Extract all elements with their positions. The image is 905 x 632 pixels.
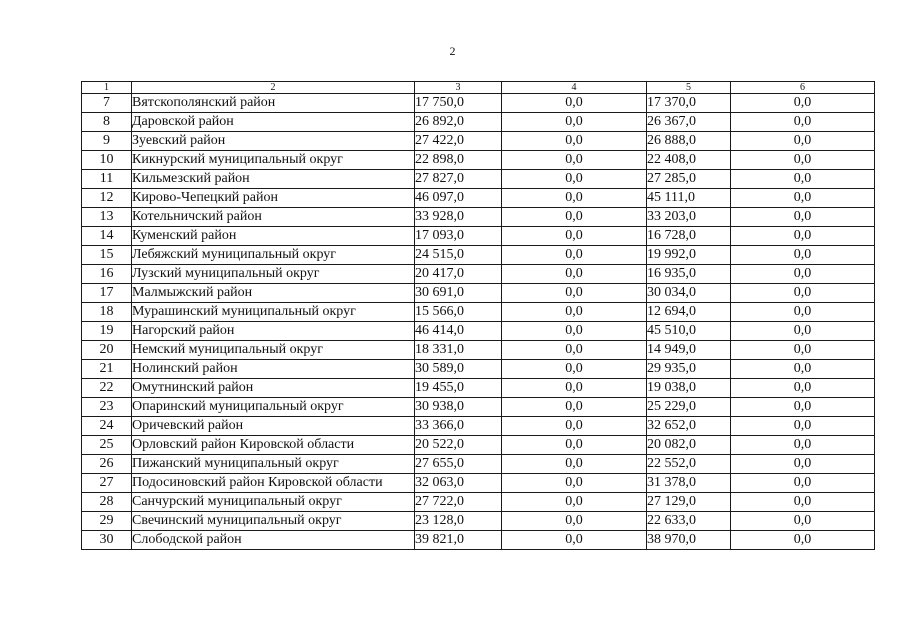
value-col4-cell: 0,0 <box>502 341 647 360</box>
table-row <box>82 360 875 379</box>
district-name-cell: Подосиновский район Кировской области <box>132 474 415 493</box>
table-row <box>82 189 875 208</box>
row-index-cell: 13 <box>82 208 132 227</box>
value-col4-cell: 0,0 <box>502 379 647 398</box>
table-row <box>82 132 875 151</box>
value-col5-cell: 32 652,0 <box>647 417 731 436</box>
value-col5-cell: 45 111,0 <box>647 189 731 208</box>
column-number: 2 <box>132 82 415 94</box>
district-name-cell: Санчурский муниципальный округ <box>132 493 415 512</box>
district-name-cell: Кирово-Чепецкий район <box>132 189 415 208</box>
value-col3-cell: 15 566,0 <box>415 303 502 322</box>
value-col4-cell: 0,0 <box>502 360 647 379</box>
row-index-cell: 11 <box>82 170 132 189</box>
district-name-cell: Котельничский район <box>132 208 415 227</box>
value-col6-cell: 0,0 <box>731 512 875 531</box>
value-col3-cell: 27 827,0 <box>415 170 502 189</box>
value-col6-cell: 0,0 <box>731 94 875 113</box>
value-col4-cell: 0,0 <box>502 493 647 512</box>
value-col3-cell: 20 417,0 <box>415 265 502 284</box>
value-col6-cell: 0,0 <box>731 151 875 170</box>
table-row <box>82 284 875 303</box>
value-col4-cell: 0,0 <box>502 94 647 113</box>
row-index-cell: 28 <box>82 493 132 512</box>
value-col6-cell: 0,0 <box>731 379 875 398</box>
table-row <box>82 94 875 113</box>
value-col5-cell: 33 203,0 <box>647 208 731 227</box>
value-col3-cell: 30 938,0 <box>415 398 502 417</box>
value-col3-cell: 27 422,0 <box>415 132 502 151</box>
value-col5-cell: 14 949,0 <box>647 341 731 360</box>
value-col3-cell: 46 097,0 <box>415 189 502 208</box>
value-col6-cell: 0,0 <box>731 436 875 455</box>
district-name-cell: Мурашинский муниципальный округ <box>132 303 415 322</box>
district-name-cell: Оричевский район <box>132 417 415 436</box>
value-col3-cell: 18 331,0 <box>415 341 502 360</box>
table-row <box>82 398 875 417</box>
value-col6-cell: 0,0 <box>731 360 875 379</box>
row-index-cell: 24 <box>82 417 132 436</box>
district-name-cell: Нолинский район <box>132 360 415 379</box>
district-name-cell: Лузский муниципальный округ <box>132 265 415 284</box>
table-row <box>82 227 875 246</box>
value-col3-cell: 27 722,0 <box>415 493 502 512</box>
district-name-cell: Вятскополянский район <box>132 94 415 113</box>
table-row <box>82 265 875 284</box>
row-index-cell: 23 <box>82 398 132 417</box>
value-col6-cell: 0,0 <box>731 113 875 132</box>
value-col3-cell: 26 892,0 <box>415 113 502 132</box>
value-col3-cell: 46 414,0 <box>415 322 502 341</box>
table-row <box>82 170 875 189</box>
table-row <box>82 474 875 493</box>
value-col5-cell: 29 935,0 <box>647 360 731 379</box>
value-col6-cell: 0,0 <box>731 132 875 151</box>
value-col5-cell: 27 285,0 <box>647 170 731 189</box>
value-col3-cell: 23 128,0 <box>415 512 502 531</box>
table-row <box>82 322 875 341</box>
value-col5-cell: 16 935,0 <box>647 265 731 284</box>
value-col6-cell: 0,0 <box>731 322 875 341</box>
value-col4-cell: 0,0 <box>502 227 647 246</box>
value-col3-cell: 22 898,0 <box>415 151 502 170</box>
value-col5-cell: 45 510,0 <box>647 322 731 341</box>
value-col6-cell: 0,0 <box>731 208 875 227</box>
value-col4-cell: 0,0 <box>502 265 647 284</box>
row-index-cell: 19 <box>82 322 132 341</box>
column-number-row <box>82 82 875 94</box>
value-col4-cell: 0,0 <box>502 113 647 132</box>
value-col6-cell: 0,0 <box>731 493 875 512</box>
district-name-cell: Опаринский муниципальный округ <box>132 398 415 417</box>
value-col3-cell: 17 750,0 <box>415 94 502 113</box>
row-index-cell: 14 <box>82 227 132 246</box>
value-col5-cell: 20 082,0 <box>647 436 731 455</box>
table-row <box>82 113 875 132</box>
district-name-cell: Нагорский район <box>132 322 415 341</box>
value-col6-cell: 0,0 <box>731 398 875 417</box>
table-row <box>82 151 875 170</box>
value-col5-cell: 17 370,0 <box>647 94 731 113</box>
value-col4-cell: 0,0 <box>502 531 647 550</box>
value-col3-cell: 17 093,0 <box>415 227 502 246</box>
value-col5-cell: 12 694,0 <box>647 303 731 322</box>
table-row <box>82 303 875 322</box>
table-row <box>82 455 875 474</box>
table-row <box>82 531 875 550</box>
row-index-cell: 18 <box>82 303 132 322</box>
value-col3-cell: 32 063,0 <box>415 474 502 493</box>
value-col5-cell: 22 552,0 <box>647 455 731 474</box>
district-name-cell: Лебяжский муниципальный округ <box>132 246 415 265</box>
table-row <box>82 341 875 360</box>
district-name-cell: Куменский район <box>132 227 415 246</box>
value-col3-cell: 30 589,0 <box>415 360 502 379</box>
row-index-cell: 29 <box>82 512 132 531</box>
value-col6-cell: 0,0 <box>731 189 875 208</box>
value-col4-cell: 0,0 <box>502 151 647 170</box>
value-col5-cell: 30 034,0 <box>647 284 731 303</box>
row-index-cell: 15 <box>82 246 132 265</box>
value-col6-cell: 0,0 <box>731 531 875 550</box>
value-col4-cell: 0,0 <box>502 284 647 303</box>
table-row <box>82 246 875 265</box>
row-index-cell: 26 <box>82 455 132 474</box>
value-col5-cell: 16 728,0 <box>647 227 731 246</box>
value-col3-cell: 27 655,0 <box>415 455 502 474</box>
value-col4-cell: 0,0 <box>502 398 647 417</box>
value-col4-cell: 0,0 <box>502 189 647 208</box>
column-number: 3 <box>415 82 502 94</box>
district-name-cell: Зуевский район <box>132 132 415 151</box>
column-number: 4 <box>502 82 647 94</box>
value-col4-cell: 0,0 <box>502 303 647 322</box>
row-index-cell: 20 <box>82 341 132 360</box>
value-col3-cell: 20 522,0 <box>415 436 502 455</box>
value-col6-cell: 0,0 <box>731 417 875 436</box>
value-col3-cell: 19 455,0 <box>415 379 502 398</box>
value-col5-cell: 26 367,0 <box>647 113 731 132</box>
value-col5-cell: 22 408,0 <box>647 151 731 170</box>
column-number: 1 <box>82 82 132 94</box>
page-number: 2 <box>449 44 456 58</box>
value-col6-cell: 0,0 <box>731 265 875 284</box>
district-name-cell: Пижанский муниципальный округ <box>132 455 415 474</box>
table-row <box>82 436 875 455</box>
district-name-cell: Омутнинский район <box>132 379 415 398</box>
value-col5-cell: 19 992,0 <box>647 246 731 265</box>
column-number: 5 <box>647 82 731 94</box>
district-name-cell: Малмыжский район <box>132 284 415 303</box>
district-name-cell: Свечинский муниципальный округ <box>132 512 415 531</box>
value-col6-cell: 0,0 <box>731 341 875 360</box>
value-col4-cell: 0,0 <box>502 132 647 151</box>
value-col5-cell: 27 129,0 <box>647 493 731 512</box>
row-index-cell: 16 <box>82 265 132 284</box>
district-name-cell: Кильмезский район <box>132 170 415 189</box>
value-col4-cell: 0,0 <box>502 436 647 455</box>
district-name-cell: Даровской район <box>132 113 415 132</box>
value-col3-cell: 30 691,0 <box>415 284 502 303</box>
value-col6-cell: 0,0 <box>731 474 875 493</box>
district-name-cell: Немский муниципальный округ <box>132 341 415 360</box>
value-col5-cell: 31 378,0 <box>647 474 731 493</box>
value-col5-cell: 19 038,0 <box>647 379 731 398</box>
row-index-cell: 17 <box>82 284 132 303</box>
value-col3-cell: 39 821,0 <box>415 531 502 550</box>
value-col6-cell: 0,0 <box>731 227 875 246</box>
row-index-cell: 9 <box>82 132 132 151</box>
value-col4-cell: 0,0 <box>502 170 647 189</box>
district-name-cell: Орловский район Кировской области <box>132 436 415 455</box>
row-index-cell: 8 <box>82 113 132 132</box>
value-col6-cell: 0,0 <box>731 284 875 303</box>
value-col6-cell: 0,0 <box>731 170 875 189</box>
value-col4-cell: 0,0 <box>502 474 647 493</box>
table-row <box>82 417 875 436</box>
table-row <box>82 493 875 512</box>
row-index-cell: 21 <box>82 360 132 379</box>
column-number: 6 <box>731 82 875 94</box>
value-col3-cell: 33 928,0 <box>415 208 502 227</box>
row-index-cell: 25 <box>82 436 132 455</box>
row-index-cell: 7 <box>82 94 132 113</box>
district-name-cell: Кикнурский муниципальный округ <box>132 151 415 170</box>
value-col4-cell: 0,0 <box>502 208 647 227</box>
value-col6-cell: 0,0 <box>731 303 875 322</box>
value-col6-cell: 0,0 <box>731 455 875 474</box>
table-row <box>82 379 875 398</box>
row-index-cell: 12 <box>82 189 132 208</box>
districts-table <box>81 81 875 550</box>
value-col4-cell: 0,0 <box>502 455 647 474</box>
value-col5-cell: 25 229,0 <box>647 398 731 417</box>
row-index-cell: 22 <box>82 379 132 398</box>
row-index-cell: 30 <box>82 531 132 550</box>
value-col5-cell: 22 633,0 <box>647 512 731 531</box>
value-col3-cell: 24 515,0 <box>415 246 502 265</box>
district-name-cell: Слободской район <box>132 531 415 550</box>
row-index-cell: 10 <box>82 151 132 170</box>
value-col4-cell: 0,0 <box>502 246 647 265</box>
value-col6-cell: 0,0 <box>731 246 875 265</box>
value-col5-cell: 38 970,0 <box>647 531 731 550</box>
table-row <box>82 512 875 531</box>
row-index-cell: 27 <box>82 474 132 493</box>
value-col4-cell: 0,0 <box>502 417 647 436</box>
value-col3-cell: 33 366,0 <box>415 417 502 436</box>
table-row <box>82 208 875 227</box>
value-col4-cell: 0,0 <box>502 512 647 531</box>
value-col5-cell: 26 888,0 <box>647 132 731 151</box>
value-col4-cell: 0,0 <box>502 322 647 341</box>
